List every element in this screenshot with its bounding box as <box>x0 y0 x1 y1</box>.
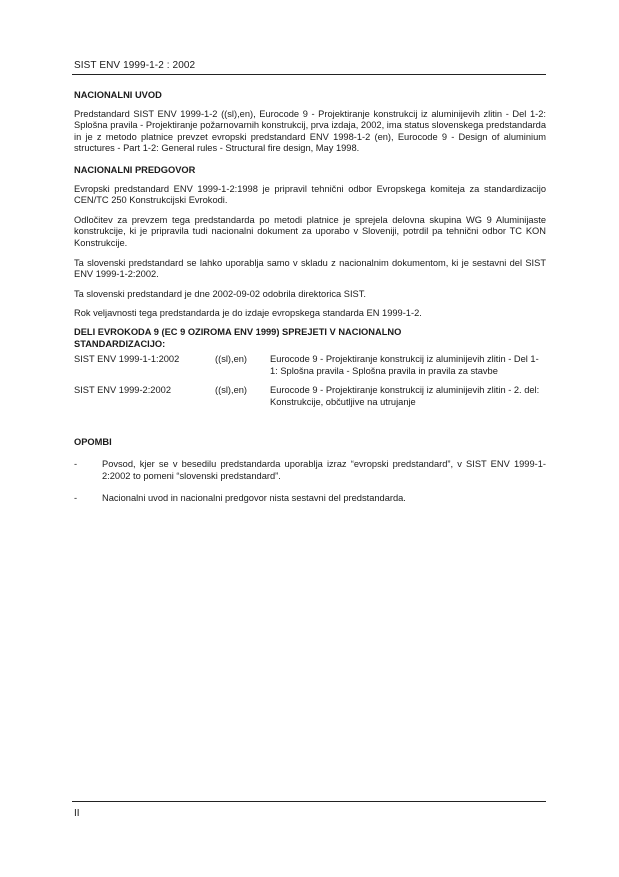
page-content <box>74 90 546 516</box>
standard-title: Eurocode 9 - Projektiranje konstrukcij iz aluminijevih zlitin - 2. del: Konstrukcije, občutljive na utrujanje <box>270 385 540 407</box>
standards-row <box>74 385 546 408</box>
section-heading-uvod: NACIONALNI UVOD <box>74 90 162 100</box>
predgovor-paragraph-4: Ta slovenski predstandard je dne 2002-09-02 odobrila direktorica SIST. <box>74 288 366 299</box>
predgovor-paragraph-1: Evropski predstandard ENV 1999-1-2:1998 je pripravil tehnični odbor Evropskega komiteja za standardizacijo CEN/TC 250 Konstrukcijski Evrokodi. <box>74 183 546 206</box>
note-text: Nacionalni uvod in nacionalni predgovor nista sestavni del predstandarda. <box>102 493 406 504</box>
standard-language: ((sl),en) <box>215 354 248 365</box>
uvod-paragraph: Predstandard SIST ENV 1999-1-2 ((sl),en), Eurocode 9 - Projektiranje konstrukcij iz aluminijevih zlitin - Del 1-2: Splošna pravila - Projektiranje požarnovarnih konstrukcij, prva izdaja, 2002, ima status slovenskega predstandarda in je z metodo platnice prevzet evropski predstandard ENV 1998-1-2 (en), Eurocode 9 - Design of aluminium structures - Part 1-2: General rules - Structural fire design, May 1998. <box>74 108 546 154</box>
predgovor-paragraph-3: Ta slovenski predstandard se lahko uporablja samo v skladu z nacionalnim dokumentom, ki je sestavni del SIST ENV 1999-1-2:2002. <box>74 257 546 280</box>
section-heading-predgovor: NACIONALNI PREDGOVOR <box>74 164 196 175</box>
note-item <box>74 493 546 505</box>
deli-heading-line-1: DELI EVROKODA 9 (EC 9 OZIROMA ENV 1999) SPREJETI V NACIONALNO <box>74 326 402 337</box>
predgovor-paragraph-5: Rok veljavnosti tega predstandarda je do izdaje evropskega standarda EN 1999-1-2. <box>74 308 422 319</box>
deli-heading-line-2: STANDARDIZACIJO: <box>74 338 166 349</box>
standard-language: ((sl),en) <box>215 385 248 396</box>
standard-code: SIST ENV 1999-2:2002 <box>74 385 171 396</box>
header-rule <box>72 74 546 75</box>
standards-row <box>74 354 546 377</box>
footer-rule <box>72 801 546 802</box>
note-text: Povsod, kjer se v besedilu predstandarda uporablja izraz “evropski predstandard”, v SIST ENV 1999-1-2:2002 to pomeni “slovenski predstandard”. <box>102 459 546 481</box>
note-item <box>74 459 546 482</box>
standard-title: Eurocode 9 - Projektiranje konstrukcij iz aluminijevih zlitin - Del 1-1: Splošna pravila - Splošna pravila in pravila za stavbe <box>270 354 539 376</box>
page-number: II <box>74 808 80 819</box>
section-heading-deli <box>74 327 546 350</box>
note-dash: - <box>74 459 78 470</box>
standards-table <box>74 354 546 408</box>
predgovor-paragraph-2: Odločitev za prevzem tega predstandarda po metodi platnice je sprejela delovna skupina WG 9 Aluminijaste konstrukcije, ki je pripravila tudi nacionalni dokument za uporabo v Sloveniji, potrdil pa tehnični odbor TC KON Konstrukcije. <box>74 214 546 248</box>
section-heading-opombi: OPOMBI <box>74 437 112 448</box>
header-doc-id: SIST ENV 1999-1-2 : 2002 <box>74 60 196 71</box>
standard-code: SIST ENV 1999-1-1:2002 <box>74 354 180 365</box>
note-dash: - <box>74 493 78 504</box>
